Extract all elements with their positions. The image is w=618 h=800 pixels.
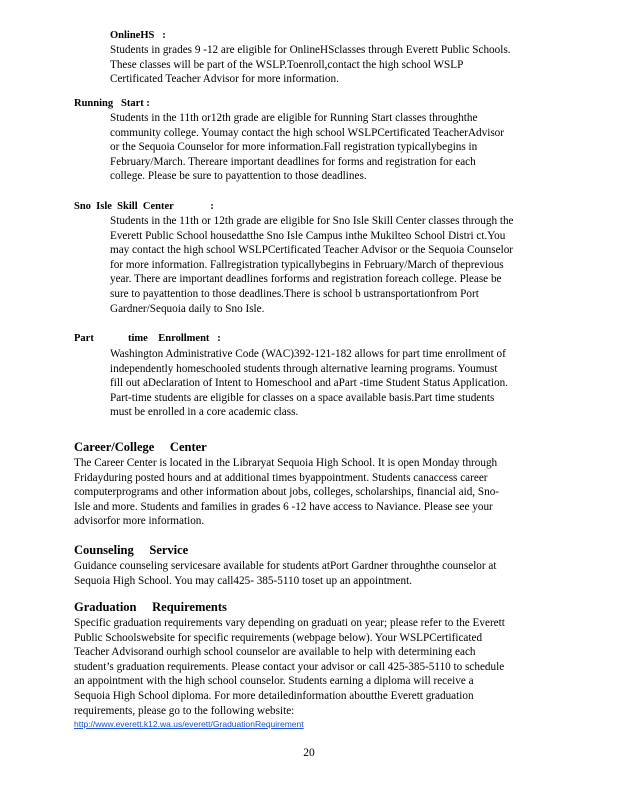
paragraph-line: may contact the high school WSLPCertificated Teacher Advisor or the Sequoia Counselor — [110, 244, 514, 257]
paragraph-line: requirements, please go to the following website: — [74, 704, 295, 717]
paragraph-line: These classes will be part of the WSLP.Toenroll,contact the high school WSLP — [110, 58, 464, 71]
paragraph-line: must be enrolled in a core academic class. — [110, 406, 299, 419]
career-center-heading: Career/College Center — [74, 440, 207, 454]
graduation-heading: Graduation Requirements — [74, 600, 227, 614]
paragraph-line: Students in grades 9 -12 are eligible for OnlineHSclasses through Everett Public Schools. — [110, 44, 511, 56]
counseling-heading: Counseling Service — [74, 543, 189, 557]
paragraph-line: Students in the 11th or12th grade are eligible for Running Start classes throughthe — [110, 112, 478, 124]
paragraph-line: February/March. Thereare important deadlines for forms and registration for each — [110, 155, 476, 168]
paragraph-line: for more information. Fallregistration typicallybegins in February/March of theprevious — [110, 258, 504, 271]
paragraph-line: Students in the 11th or 12th grade are eligible for Sno Isle Skill Center classes through the — [110, 215, 514, 227]
sno-isle-body — [110, 214, 555, 316]
page-number: 20 — [303, 747, 315, 759]
paragraph-line: Teacher Advisorand ourhigh school counselor are available to help with determining each — [74, 646, 476, 659]
paragraph-line: community college. Youmay contact the high school WSLPCertificated TeacherAdvisor — [110, 126, 505, 139]
graduation-body — [74, 616, 549, 718]
paragraph-line: advisorfor more information. — [74, 515, 205, 528]
counseling-body — [74, 559, 549, 588]
part-time-heading: Part time Enrollment : — [74, 333, 221, 344]
paragraph-line: The Career Center is located in the Libraryat Sequoia High School. It is open Monday through — [74, 457, 498, 469]
onlinehs-heading: OnlineHS : — [110, 30, 166, 41]
paragraph-line: fill out aDeclaration of Intent to Homeschool and aPart -time Student Status Application. — [110, 377, 509, 390]
paragraph-line: Sequoia High School. You may call425- 385-5110 toset up an appointment. — [74, 574, 412, 587]
paragraph-line: or the Sequoia Counselor for more information.Fall registration typicallybegins in — [110, 141, 478, 154]
paragraph-line: Isle and more. Students and families in grades 6 -12 have access to Naviance. Please see your — [74, 500, 493, 513]
paragraph-line: Gardner/Sequoia daily to Sno Isle. — [110, 302, 265, 315]
graduation-requirements-link[interactable]: http://www.everett.k12.wa.us/everett/GraduationRequirement — [74, 719, 304, 729]
paragraph-line: college. Please be sure to payattention to those deadlines. — [110, 170, 367, 183]
paragraph-line: Everett Public School housedatthe Sno Isle Campus inthe Mukilteo School Distri ct.You — [110, 229, 506, 242]
onlinehs-body — [110, 43, 555, 87]
paragraph-line: independently homeschooled students through alternative learning programs. Youmust — [110, 362, 498, 375]
running-start-heading: Running Start : — [74, 98, 150, 109]
paragraph-line: Sequoia High School diploma. For more detailedinformation aboutthe Everett graduation — [74, 689, 474, 702]
paragraph-line: student’s graduation requirements. Please contact your advisor or call 425-385-5110 to schedule — [74, 660, 505, 673]
paragraph-line: computerprograms and other information about jobs, colleges, scholarships, financial aid, Sno- — [74, 486, 500, 499]
paragraph-line: Washington Administrative Code (WAC)392-121-182 allows for part time enrollment of — [110, 348, 506, 360]
paragraph-line: Part-time students are eligible for classes on a space available basis.Part time students — [110, 391, 495, 404]
career-center-body — [74, 456, 549, 529]
paragraph-line: Specific graduation requirements vary depending on graduati on year; please refer to the Everett — [74, 617, 505, 629]
part-time-body — [110, 347, 555, 420]
paragraph-line: Fridayduring posted hours and at additional times byappointment. Students canaccess career — [74, 471, 488, 484]
paragraph-line: Guidance counseling servicesare available for students atPort Gardner throughthe counselor at — [74, 560, 497, 572]
paragraph-line: an appointment with the high school counselor. Students earning a diploma will receive a — [74, 675, 474, 688]
paragraph-line: year. There are important deadlines forforms and registration foreach college. Please be — [110, 273, 502, 286]
paragraph-line: Public Schoolswebsite for specific requirements (webpage below). Your WSLPCertificated — [74, 631, 483, 644]
paragraph-line: sure to payattention to those deadlines.There is school b ustransportationfrom Port — [110, 287, 479, 300]
sno-isle-heading: Sno Isle Skill Center : — [74, 201, 214, 212]
running-start-body — [110, 111, 555, 184]
paragraph-line: Certificated Teacher Advisor for more information. — [110, 73, 339, 86]
